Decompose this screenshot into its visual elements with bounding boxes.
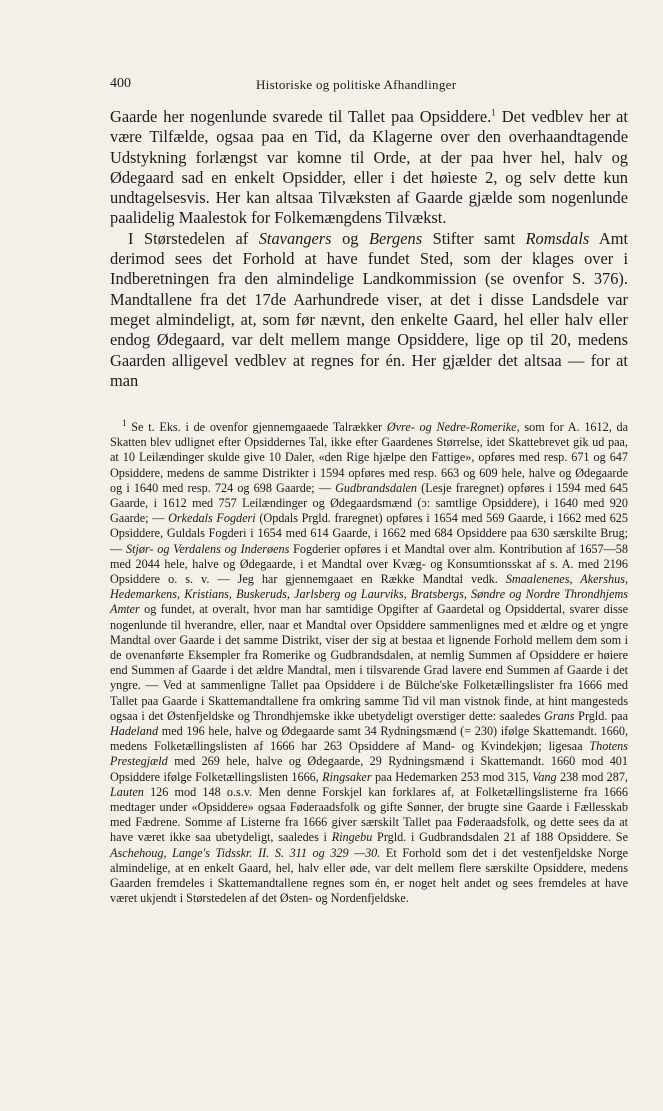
text-run: med 196 hele, halve og Ødegaarde samt 34 Rydningsmænd (= 230) ifølge Skattemandt. 1660, medens Folketællingslisten af 1666 har 263 Opsiddere af Mand- og Kvindekjøn; ligesaa: [110, 724, 628, 754]
italic-run: Hadeland: [110, 724, 159, 739]
footnote-block: [110, 417, 628, 907]
text-run: paa Hedemarken 253 mod 315,: [371, 769, 533, 784]
italic-run: Bergens: [368, 228, 423, 248]
italic-run: Stavangers: [258, 228, 332, 248]
italic-run: Ringsaker: [322, 769, 372, 784]
italic-run: Lauten: [110, 784, 144, 799]
text-run: Et Forhold som det i det vestenfjeldske Norge almindelige, at en enkelt Gaard, hel, halv eller øde, var delt mellem flere særskilte Opsiddere, medens Gaarden fremdeles i Skattemandtallene regnes som én, er noget helt andet og sees fremdeles at have været ukjendt i Størstedelen af det Østen- og Nordenfjeldske.: [110, 845, 628, 906]
text-run: (Opdals Prgld. fraregnet) opføres i 1654 med 569 Gaarde, i 1662 med 625 Opsiddere, Guldals Fogderi i 1654 med 614 Gaarde, i 1662 med 684 Opsiddere paa 630 særskilte Brug; —: [110, 511, 628, 556]
text-run: 126 mod 148 o.s.v. Men denne Forskjel kan forklares af, at Folketællingslisterne fra 1666 medtager under «Opsiddere» ogsaa Føderaadsfolk og gifte Sønner, der brugte sine Gaarde i Fællesskab med Fædrene. Somme af Listerne fra 1666 giver særskilt Tallet paa Føderaadsfolk, og dette sees da at have været ikke saa ubetydeligt, saaledes i: [110, 784, 628, 845]
text-run: og: [331, 228, 369, 248]
italic-run: Smaalenenes, Akershus, Hedemarkens, Kristians, Buskeruds, Jarlsberg og Laurviks, Bratsbergs, Søndre og Nordre Throndhjems Amter: [110, 572, 628, 617]
main-text: [110, 107, 628, 391]
text-run: Det vedblev her at være Tilfælde, ogsaa paa en Tid, da Klagerne over den overhaandtagende Udstykning forlængst var komne til Orde, at der paa hver hel, halv og Ødegaard sad en enkelt Opsidder, eller i det høieste 2, og selv dette kun undtagelsesvis. Her kan altsaa Tilvæksten af Gaarde gjælde som nogenlunde paalidelig Maalestok for Folkemængdens Tilvækst.: [110, 107, 628, 228]
italic-run: Øvre- og Nedre-Romerike: [386, 420, 517, 434]
text-run: 238 mod 287,: [556, 769, 628, 784]
italic-run: Grans: [544, 708, 575, 723]
italic-run: Stjør- og Verdalens og Inderøens: [125, 541, 290, 556]
italic-run: Romsdals: [525, 228, 590, 248]
italic-run: Thotens Prestegjæld: [110, 739, 628, 769]
running-title: Historiske og politiske Afhandlinger: [256, 77, 457, 92]
italic-run: Ringebu: [331, 830, 373, 845]
text-run: Stifter samt: [422, 228, 526, 248]
text-run: Se t. Eks. i de ovenfor gjennemgaaede Talrækker: [126, 420, 387, 434]
text-run: og fundet, at overalt, hvor man har samtidige Opgifter af Gaardetal og Opsiddertal, svarer disse nogenlunde til hverandre, eller, naar et Mandtal over Opsiddere sammenlignes med et ældre og et yngre Mandtal over Gaarde i det samme Distrikt, viser der sig at bestaa et lignende Forhold mellem dem som i de ovenanførte Eksempler fra Romerike og Gudbrandsdalen, at nemlig Summen af Opsiddere er høiere end Summen af Gaarde i det ældre Mandtal, men i tilsvarende Grad lavere end Summen af Gaarde i det yngre. — Ved at sammenligne Tallet paa Opsiddere i de Bülche'ske Folketællingslister fra 1666 med Tallet paa Gaarde i Skattemandtallene fra omkring samme Tid vil man vistnok finde, at hint mangesteds ogsaa i det Østenfjeldske og Throndhjemske ikke ubetydeligt overstiger dette: saaledes: [110, 602, 628, 723]
text-run: , som for A. 1612, da Skatten blev udlignet efter Opsiddernes Tal, ikke efter Gaardenes Størrelse, idet Skattebrevet gik ud paa, at 10 Leilændinger skulde give 10 Daler, «den Rige hjælpe den Fattige», opføres med resp. 671 og 647 Opsiddere, medens de samme Distrikter i 1594 opføres med resp. 663 og 609 hele, halve og Ødegaarde og i 1640 med resp. 724 og 698 Gaarde; —: [110, 420, 628, 495]
footnote-reference: 1: [491, 107, 496, 118]
paragraph-2: [110, 229, 628, 391]
page-number: 400: [110, 76, 131, 91]
italic-run: Orkedals Fogderi: [168, 511, 256, 526]
footnote-marker: 1: [122, 417, 127, 428]
text-run: I Størstedelen af: [128, 228, 259, 248]
text-run: Gaarde her nogenlunde svarede til Tallet paa Opsiddere.: [110, 107, 492, 126]
italic-run: Vang: [532, 769, 557, 784]
text-run: Prgld. paa: [574, 708, 628, 723]
text-run: med 269 hele, halve og Ødegaarde, 29 Rydningsmænd i Skattemandt. 1660 mod 401 Opsiddere ifølge Folketællingslisten 1666,: [110, 754, 628, 784]
footnote-1: [110, 417, 628, 907]
text-run: Prgld. i Gudbrandsdalen 21 af 188 Opsiddere. Se: [372, 830, 628, 845]
italic-run: Gudbrandsdalen: [335, 480, 418, 495]
italic-run: Aschehoug, Lange's Tidsskr. II. S. 311 og 329 —30.: [110, 845, 381, 860]
text-run: Fogderier opføres i et Mandtal over alm. Kontribution af 1657—58 med 2044 hele, halve og Ødegaarde, i et Mandtal over Kvæg- og Konsumtionsskat af s. A. med 2196 Opsiddere o. s. v. — Jeg har gjennemgaaet en Række Mandtal vedk.: [110, 541, 628, 587]
text-run: (Lesje fraregnet) opføres i 1594 med 645 Gaarde, i 1612 med 757 Leilændinger og Ødegaardsmænd (ɔ: samtlige Opsiddere), i 1640 med 920 Gaarde; —: [110, 480, 628, 526]
paragraph-1: [110, 107, 628, 229]
text-run: Amt derimod sees det Forhold at have fundet Sted, som der klages over i Indberetningen fra den almindelige Landkommission (se ovenfor S. 376). Mandtallene fra det 17de Aarhundrede viser, at det i disse Landsdele var meget almindeligt, at, som før nævnt, den enkelte Gaard, hel eller halv eller endog Ødegaard, var delt mellem mange Opsiddere, lige op til 20, medens Gaarden alligevel vedblev at regnes for én. Her gjælder det altsaa — for at man: [110, 228, 629, 390]
